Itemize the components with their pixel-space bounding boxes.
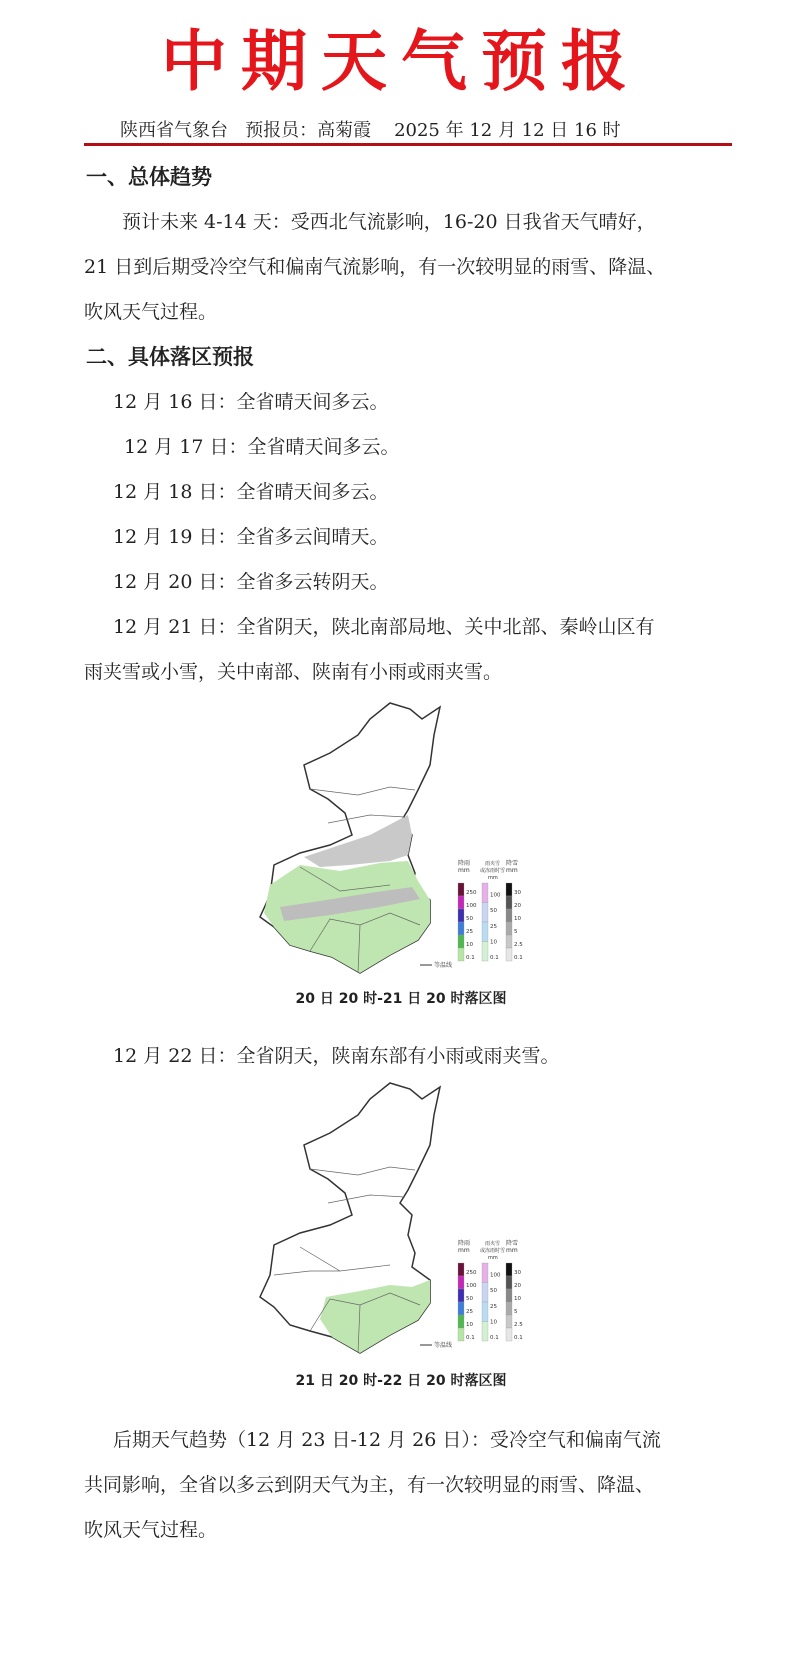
rain-legend-tick: 250 [466, 1270, 477, 1276]
rain-legend-swatch [458, 909, 464, 922]
sleet-legend-swatch [482, 1263, 488, 1283]
snow-legend-swatch [506, 896, 512, 909]
rain-legend-swatch [458, 1328, 464, 1341]
day-entry: 12 月 18 日：全省晴天间多云。 [113, 481, 389, 503]
section-heading-detail: 二、具体落区预报 [86, 345, 254, 369]
snow-legend-swatch [506, 948, 512, 961]
sleet-legend-tick: 100 [490, 892, 501, 899]
snow-legend-tick: 10 [514, 1296, 521, 1302]
svg-text:mm: mm [458, 867, 470, 874]
rain-legend-tick: 10 [466, 942, 473, 948]
section-heading-trend: 一、总体趋势 [86, 165, 212, 189]
sleet-legend-tick: 50 [490, 1288, 497, 1295]
svg-text:mm: mm [506, 1247, 518, 1254]
rain-legend-tick: 50 [466, 916, 473, 922]
rain-legend-swatch [458, 922, 464, 935]
snow-legend-swatch [506, 935, 512, 948]
issue-time: 2025 年 12 月 12 日 16 时 [394, 120, 621, 141]
sleet-legend-swatch [482, 1283, 488, 1303]
later-line-3: 吹风天气过程。 [84, 1519, 218, 1541]
rain-legend-tick: 50 [466, 1296, 473, 1302]
snow-legend-swatch [506, 1289, 512, 1302]
svg-text:mm: mm [488, 1255, 498, 1261]
svg-text:降雪: 降雪 [506, 860, 519, 867]
rain-legend-swatch [458, 1315, 464, 1328]
sleet-legend-tick: 10 [490, 939, 497, 946]
svg-text:降雨: 降雨 [458, 1240, 471, 1247]
legend-map-1 [420, 859, 523, 969]
doc-byline [120, 120, 621, 142]
rain-legend-tick: 100 [466, 1283, 477, 1289]
rain-legend-tick: 100 [466, 903, 477, 909]
svg-text:降雪: 降雪 [506, 1240, 519, 1247]
day-entry-21-line2: 雨夹雪或小雪，关中南部、陕南有小雨或雨夹雪。 [84, 661, 503, 683]
sleet-legend-swatch [482, 1322, 488, 1342]
snow-legend-swatch [506, 1263, 512, 1276]
header-rule [84, 143, 732, 146]
svg-text:或冻雨时雪: 或冻雨时雪 [480, 1248, 506, 1254]
snow-legend-tick: 5 [514, 929, 518, 935]
snow-legend-swatch [506, 1315, 512, 1328]
day-entry: 12 月 19 日：全省多云间晴天。 [113, 526, 389, 548]
sleet-legend-tick: 25 [490, 1303, 497, 1310]
later-line-2: 共同影响，全省以多云到阴天气为主，有一次较明显的雨雪、降温、 [84, 1474, 655, 1496]
snow-legend-swatch [506, 922, 512, 935]
day-entry: 12 月 20 日：全省多云转阴天。 [113, 571, 389, 593]
sleet-legend-tick: 25 [490, 923, 497, 930]
trend-line-2: 21 日到后期受冷空气和偏南气流影响，有一次较明显的雨雪、降温、 [84, 256, 666, 278]
forecaster: 预报员：高菊霞 [245, 120, 372, 141]
trend-line-1: 预计未来 4-14 天：受西北气流影响，16-20 日我省天气晴好， [122, 211, 656, 233]
rain-legend-tick: 250 [466, 890, 477, 896]
sleet-legend-swatch [482, 903, 488, 923]
snow-legend-tick: 2.5 [514, 942, 523, 948]
snow-legend-tick: 0.1 [514, 1335, 523, 1341]
snow-legend-tick: 10 [514, 916, 521, 922]
rain-legend-swatch [458, 1302, 464, 1315]
forecast-map-2 [240, 1075, 540, 1365]
day-entry: 12 月 17 日：全省晴天间多云。 [124, 436, 400, 458]
svg-text:等温线: 等温线 [434, 962, 453, 969]
sleet-legend-tick: 0.1 [490, 1335, 499, 1341]
trend-line-3: 吹风天气过程。 [84, 301, 218, 323]
later-line-1: 后期天气趋势（12 月 23 日-12 月 26 日）：受冷空气和偏南气流 [113, 1429, 661, 1451]
rain-legend-swatch [458, 935, 464, 948]
snow-legend-tick: 2.5 [514, 1322, 523, 1328]
rain-legend-tick: 10 [466, 1322, 473, 1328]
rain-legend-swatch [458, 1289, 464, 1302]
agency: 陕西省气象台 [120, 120, 228, 141]
rain-legend-tick: 0.1 [466, 1335, 475, 1341]
svg-text:降雨: 降雨 [458, 860, 471, 867]
sleet-legend-swatch [482, 922, 488, 942]
snow-legend-tick: 30 [514, 890, 521, 896]
svg-text:mm: mm [488, 875, 498, 881]
snow-legend-swatch [506, 1302, 512, 1315]
svg-text:或冻雨时雪: 或冻雨时雪 [480, 868, 506, 874]
rain-legend-swatch [458, 1276, 464, 1289]
rain-legend-tick: 25 [466, 1309, 473, 1315]
svg-text:mm: mm [506, 867, 518, 874]
map-1-caption: 20 日 20 时-21 日 20 时落区图 [295, 991, 507, 1007]
snow-legend-tick: 30 [514, 1270, 521, 1276]
rain-legend-swatch [458, 896, 464, 909]
svg-text:等温线: 等温线 [434, 1342, 453, 1349]
svg-text:雨夹雪: 雨夹雪 [485, 1241, 501, 1247]
forecast-map-1 [240, 695, 540, 985]
day-entry-21-line1: 12 月 21 日：全省阴天，陕北南部局地、关中北部、秦岭山区有 [113, 616, 655, 638]
legend-map-2 [420, 1239, 523, 1349]
rain-legend-swatch [458, 948, 464, 961]
snow-legend-swatch [506, 1276, 512, 1289]
day-entry-22: 12 月 22 日：全省阴天，陕南东部有小雨或雨夹雪。 [113, 1045, 560, 1067]
map-2-caption: 21 日 20 时-22 日 20 时落区图 [295, 1373, 507, 1389]
sleet-legend-tick: 50 [490, 908, 497, 915]
rain-legend-tick: 0.1 [466, 955, 475, 961]
rain-legend-swatch [458, 1263, 464, 1276]
sleet-legend-swatch [482, 942, 488, 962]
snow-legend-swatch [506, 909, 512, 922]
day-entry: 12 月 16 日：全省晴天间多云。 [113, 391, 389, 413]
sleet-legend-swatch [482, 1302, 488, 1322]
snow-legend-tick: 20 [514, 1283, 521, 1289]
rain-legend-tick: 25 [466, 929, 473, 935]
rain-legend-swatch [458, 883, 464, 896]
doc-title: 中期天气预报 [161, 23, 641, 100]
snow-legend-swatch [506, 1328, 512, 1341]
snow-legend-tick: 20 [514, 903, 521, 909]
sleet-legend-tick: 10 [490, 1319, 497, 1326]
snow-legend-tick: 0.1 [514, 955, 523, 961]
sleet-legend-swatch [482, 883, 488, 903]
sleet-legend-tick: 0.1 [490, 955, 499, 961]
svg-text:mm: mm [458, 1247, 470, 1254]
snow-legend-swatch [506, 883, 512, 896]
svg-text:雨夹雪: 雨夹雪 [485, 861, 501, 867]
snow-legend-tick: 5 [514, 1309, 518, 1315]
sleet-legend-tick: 100 [490, 1272, 501, 1279]
